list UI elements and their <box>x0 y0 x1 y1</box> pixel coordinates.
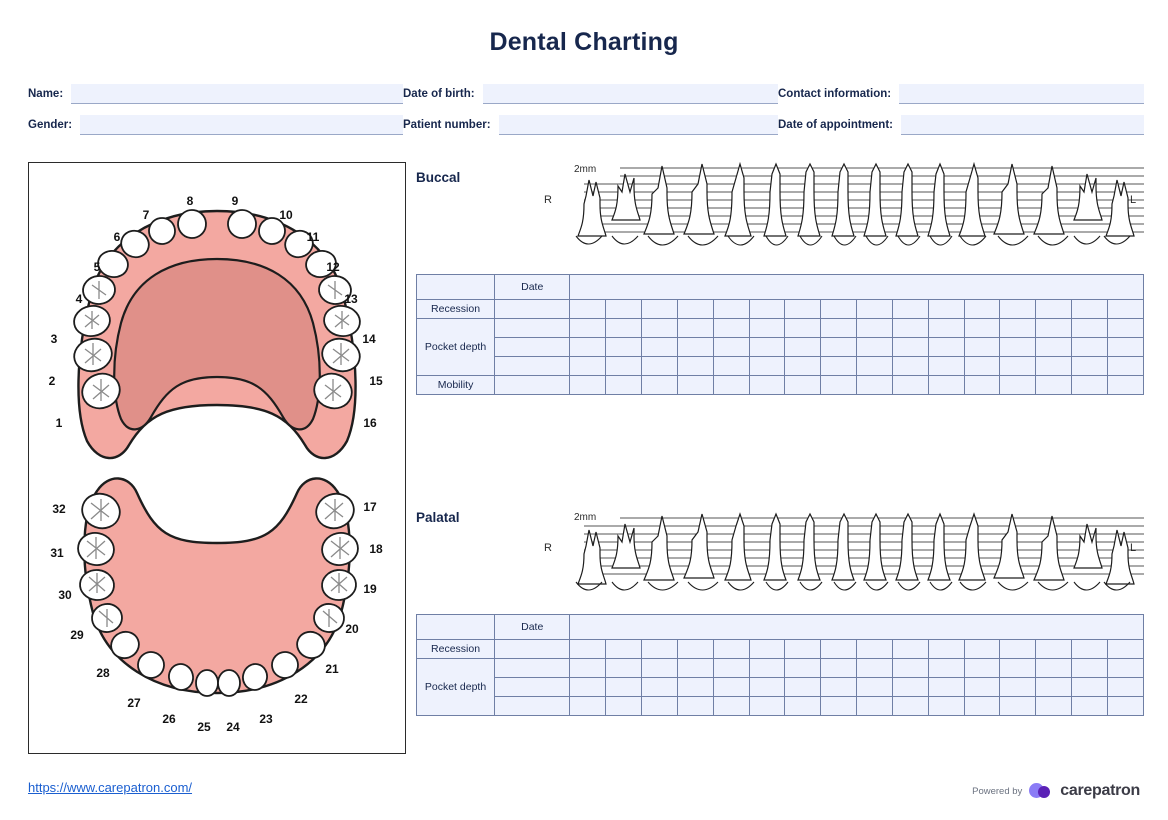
row-label-recession: Recession <box>417 640 495 659</box>
measurement-cell[interactable] <box>570 678 606 697</box>
table-row <box>417 697 1144 716</box>
measurement-cell[interactable] <box>928 376 964 395</box>
table-row-header <box>417 615 1144 640</box>
field-label-date-of-appointment: Date of appointment: <box>778 119 893 131</box>
measurement-cell[interactable] <box>821 319 857 338</box>
measurement-cell[interactable] <box>785 376 821 395</box>
row-label-recession: Recession <box>417 300 495 319</box>
right-label-palatal: R <box>544 542 552 554</box>
measurement-cell[interactable] <box>1108 357 1144 376</box>
measurement-cell[interactable] <box>1072 338 1108 357</box>
measurement-cell[interactable] <box>892 338 928 357</box>
table-row <box>417 357 1144 376</box>
gender-input[interactable] <box>80 115 403 135</box>
measurement-cell[interactable] <box>570 659 606 678</box>
svg-text:18: 18 <box>369 542 383 556</box>
measurement-cell[interactable] <box>928 697 964 716</box>
svg-text:22: 22 <box>294 692 308 706</box>
chart-title-palatal: Palatal <box>416 510 460 525</box>
field-label-gender: Gender: <box>28 119 73 131</box>
svg-text:16: 16 <box>363 416 377 430</box>
svg-text:29: 29 <box>70 628 84 642</box>
measurement-cell[interactable] <box>1072 357 1108 376</box>
field-gender <box>28 115 403 135</box>
svg-text:7: 7 <box>142 208 150 222</box>
field-contact-information <box>778 84 1144 104</box>
measurement-cell[interactable] <box>606 319 642 338</box>
measurement-cell[interactable] <box>1000 640 1036 659</box>
measurement-cell[interactable] <box>606 338 642 357</box>
measurement-cell[interactable] <box>749 319 785 338</box>
measurement-cell[interactable] <box>857 697 893 716</box>
svg-text:26: 26 <box>162 712 176 726</box>
measurement-cell[interactable] <box>642 300 678 319</box>
svg-text:27: 27 <box>127 696 141 710</box>
measurement-cell[interactable] <box>1036 319 1072 338</box>
measurement-cell[interactable] <box>964 338 1000 357</box>
measurement-cell[interactable] <box>1036 357 1072 376</box>
measurement-cell[interactable] <box>928 678 964 697</box>
scale-label-buccal: 2mm <box>574 164 597 175</box>
measurement-cell[interactable] <box>964 697 1000 716</box>
measurement-cell[interactable] <box>1000 319 1036 338</box>
measurement-cell[interactable] <box>1036 640 1072 659</box>
measurement-cell[interactable] <box>1108 678 1144 697</box>
right-label-buccal: R <box>544 194 552 206</box>
field-label-contact-information: Contact information: <box>778 88 892 100</box>
svg-text:24: 24 <box>226 720 240 734</box>
date-of-birth-input[interactable] <box>483 84 778 104</box>
measurement-cell[interactable] <box>785 338 821 357</box>
table-row <box>417 376 1144 395</box>
measurement-cell[interactable] <box>495 659 570 678</box>
date-of-appointment-input[interactable] <box>901 115 1144 135</box>
measurement-cell[interactable] <box>821 357 857 376</box>
measurement-cell[interactable] <box>749 376 785 395</box>
measurement-cell[interactable] <box>495 376 570 395</box>
measurement-cell[interactable] <box>1000 697 1036 716</box>
measurement-cell[interactable] <box>928 319 964 338</box>
svg-text:11: 11 <box>306 230 320 244</box>
measurement-cell[interactable] <box>1108 640 1144 659</box>
measurement-cell[interactable] <box>570 640 606 659</box>
measurement-cell[interactable] <box>1036 678 1072 697</box>
field-patient-number <box>403 115 778 135</box>
measurement-cell[interactable] <box>677 697 713 716</box>
tooth-strip-palatal <box>562 512 1144 620</box>
measurement-cell[interactable] <box>1108 300 1144 319</box>
measurement-cell[interactable] <box>964 300 1000 319</box>
measurement-cell[interactable] <box>857 338 893 357</box>
measurement-cell[interactable] <box>677 319 713 338</box>
powered-by-text: Powered by <box>972 785 1023 797</box>
measurement-cell[interactable] <box>964 319 1000 338</box>
svg-text:20: 20 <box>345 622 359 636</box>
measurement-cell[interactable] <box>606 376 642 395</box>
measurement-cell[interactable] <box>892 678 928 697</box>
table-row <box>417 640 1144 659</box>
table-row <box>417 300 1144 319</box>
svg-text:4: 4 <box>75 292 83 306</box>
measurement-cell[interactable] <box>892 640 928 659</box>
svg-text:23: 23 <box>259 712 273 726</box>
svg-text:3: 3 <box>50 332 58 346</box>
measurement-cell[interactable] <box>1108 376 1144 395</box>
patient-info-row <box>28 115 1144 135</box>
measurement-cell[interactable] <box>606 697 642 716</box>
measurement-cell[interactable] <box>642 319 678 338</box>
svg-text:31: 31 <box>50 546 64 560</box>
measurement-cell[interactable] <box>713 697 749 716</box>
measurement-cell[interactable] <box>570 319 606 338</box>
measurement-cell[interactable] <box>713 357 749 376</box>
measurement-cell[interactable] <box>857 678 893 697</box>
measurement-cell[interactable] <box>1072 678 1108 697</box>
measurement-cell[interactable] <box>1000 338 1036 357</box>
measurement-cell[interactable] <box>857 300 893 319</box>
measurement-cell[interactable] <box>495 357 570 376</box>
svg-text:19: 19 <box>363 582 377 596</box>
svg-text:2: 2 <box>48 374 56 388</box>
measurement-cell[interactable] <box>892 357 928 376</box>
measurement-cell[interactable] <box>713 300 749 319</box>
row-label-pocket-depth: Pocket depth <box>417 319 495 376</box>
patient-number-input[interactable] <box>499 115 778 135</box>
field-label-patient-number: Patient number: <box>403 119 491 131</box>
measurement-cell[interactable] <box>495 300 570 319</box>
table-row-header <box>417 275 1144 300</box>
measurement-cell[interactable] <box>606 659 642 678</box>
measurement-cell[interactable] <box>1072 319 1108 338</box>
table-row <box>417 338 1144 357</box>
measurement-cell[interactable] <box>1000 678 1036 697</box>
measurement-cell[interactable] <box>1072 697 1108 716</box>
measurement-cell[interactable] <box>1036 338 1072 357</box>
measurement-cell[interactable] <box>749 300 785 319</box>
measurement-cell[interactable] <box>1000 357 1036 376</box>
measurement-cell[interactable] <box>642 678 678 697</box>
measurement-cell[interactable] <box>495 640 570 659</box>
date-value-row[interactable] <box>570 275 1144 300</box>
field-label-name: Name: <box>28 88 64 100</box>
measurement-cell[interactable] <box>677 640 713 659</box>
measurement-cell[interactable] <box>677 376 713 395</box>
palatal-grid <box>416 614 1144 716</box>
measurement-cell[interactable] <box>606 357 642 376</box>
measurement-cell[interactable] <box>857 319 893 338</box>
measurement-cell[interactable] <box>785 300 821 319</box>
upper-arch <box>75 211 355 458</box>
measurement-cell[interactable] <box>928 659 964 678</box>
measurement-cell[interactable] <box>642 357 678 376</box>
svg-text:32: 32 <box>52 502 66 516</box>
measurement-cell[interactable] <box>1000 659 1036 678</box>
corner-cell <box>417 275 495 300</box>
odontogram-diagram <box>29 163 405 753</box>
date-header-buccal: Date <box>495 275 570 300</box>
measurement-table-palatal <box>416 614 1144 716</box>
measurement-cell[interactable] <box>713 319 749 338</box>
measurement-cell[interactable] <box>892 659 928 678</box>
measurement-cell[interactable] <box>857 659 893 678</box>
measurement-cell[interactable] <box>1000 376 1036 395</box>
date-value-row[interactable] <box>570 615 1144 640</box>
measurement-cell[interactable] <box>928 640 964 659</box>
measurement-cell[interactable] <box>1108 659 1144 678</box>
measurement-cell[interactable] <box>928 338 964 357</box>
measurement-cell[interactable] <box>713 376 749 395</box>
measurement-cell[interactable] <box>1036 697 1072 716</box>
measurement-cell[interactable] <box>928 357 964 376</box>
measurement-cell[interactable] <box>749 357 785 376</box>
measurement-cell[interactable] <box>1108 697 1144 716</box>
carepatron-brand-name: carepatron <box>1060 782 1140 799</box>
measurement-cell[interactable] <box>821 338 857 357</box>
measurement-cell[interactable] <box>821 697 857 716</box>
buccal-crowns <box>576 236 1130 245</box>
measurement-cell[interactable] <box>964 659 1000 678</box>
measurement-cell[interactable] <box>785 319 821 338</box>
table-row <box>417 659 1144 678</box>
measurement-cell[interactable] <box>964 357 1000 376</box>
svg-text:21: 21 <box>325 662 339 676</box>
scale-label-palatal: 2mm <box>574 512 597 523</box>
date-header-palatal: Date <box>495 615 570 640</box>
measurement-cell[interactable] <box>713 659 749 678</box>
row-label-mobility: Mobility <box>417 376 495 395</box>
measurement-cell[interactable] <box>495 697 570 716</box>
palatal-crowns <box>576 582 1130 590</box>
measurement-cell[interactable] <box>642 697 678 716</box>
measurement-cell[interactable] <box>785 659 821 678</box>
measurement-cell[interactable] <box>713 338 749 357</box>
measurement-cell[interactable] <box>677 678 713 697</box>
measurement-table-buccal <box>416 274 1144 395</box>
measurement-cell[interactable] <box>1036 300 1072 319</box>
measurement-cell[interactable] <box>749 338 785 357</box>
table-row <box>417 319 1144 338</box>
tooth-strip-buccal <box>562 162 1144 270</box>
svg-text:30: 30 <box>58 588 72 602</box>
measurement-cell[interactable] <box>785 697 821 716</box>
svg-text:10: 10 <box>279 208 293 222</box>
measurement-cell[interactable] <box>749 697 785 716</box>
measurement-cell[interactable] <box>642 338 678 357</box>
measurement-cell[interactable] <box>964 640 1000 659</box>
measurement-cell[interactable] <box>677 338 713 357</box>
svg-text:12: 12 <box>326 260 340 274</box>
measurement-cell[interactable] <box>677 300 713 319</box>
measurement-cell[interactable] <box>964 678 1000 697</box>
measurement-cell[interactable] <box>570 376 606 395</box>
measurement-cell[interactable] <box>606 300 642 319</box>
corner-cell <box>417 615 495 640</box>
left-label-palatal: L <box>1130 542 1137 554</box>
measurement-cell[interactable] <box>570 357 606 376</box>
field-name <box>28 84 403 104</box>
measurement-cell[interactable] <box>785 678 821 697</box>
measurement-cell[interactable] <box>677 659 713 678</box>
contact-information-input[interactable] <box>899 84 1144 104</box>
left-label-buccal: L <box>1130 194 1137 206</box>
measurement-cell[interactable] <box>606 678 642 697</box>
table-row <box>417 678 1144 697</box>
svg-text:9: 9 <box>231 194 239 208</box>
measurement-cell[interactable] <box>892 697 928 716</box>
svg-text:14: 14 <box>362 332 376 346</box>
field-label-date-of-birth: Date of birth: <box>403 88 475 100</box>
measurement-cell[interactable] <box>749 659 785 678</box>
measurement-cell[interactable] <box>749 640 785 659</box>
measurement-cell[interactable] <box>570 338 606 357</box>
carepatron-url-link[interactable]: https://www.carepatron.com/ <box>28 780 193 795</box>
measurement-cell[interactable] <box>857 357 893 376</box>
measurement-cell[interactable] <box>928 300 964 319</box>
measurement-cell[interactable] <box>570 300 606 319</box>
measurement-cell[interactable] <box>785 640 821 659</box>
measurement-cell[interactable] <box>642 640 678 659</box>
measurement-cell[interactable] <box>1036 376 1072 395</box>
measurement-cell[interactable] <box>964 376 1000 395</box>
powered-by-badge <box>972 782 1140 800</box>
chart-title-buccal: Buccal <box>416 170 461 185</box>
measurement-cell[interactable] <box>749 678 785 697</box>
measurement-cell[interactable] <box>570 697 606 716</box>
measurement-cell[interactable] <box>677 357 713 376</box>
measurement-cell[interactable] <box>821 678 857 697</box>
measurement-cell[interactable] <box>606 640 642 659</box>
measurement-cell[interactable] <box>1072 659 1108 678</box>
svg-text:15: 15 <box>369 374 383 388</box>
svg-text:1: 1 <box>55 416 63 430</box>
svg-text:8: 8 <box>186 194 194 208</box>
measurement-cell[interactable] <box>1072 300 1108 319</box>
patient-info-fields <box>28 84 1144 146</box>
measurement-cell[interactable] <box>821 640 857 659</box>
name-input[interactable] <box>71 84 403 104</box>
page-title: Dental Charting <box>489 28 679 56</box>
measurement-cell[interactable] <box>857 640 893 659</box>
measurement-cell[interactable] <box>1108 338 1144 357</box>
svg-text:17: 17 <box>363 500 377 514</box>
measurement-cell[interactable] <box>821 376 857 395</box>
measurement-cell[interactable] <box>1108 319 1144 338</box>
row-label-pocket-depth: Pocket depth <box>417 659 495 716</box>
measurement-cell[interactable] <box>495 678 570 697</box>
measurement-cell[interactable] <box>713 640 749 659</box>
measurement-cell[interactable] <box>892 300 928 319</box>
field-date-of-birth <box>403 84 778 104</box>
patient-info-row <box>28 84 1144 104</box>
svg-text:13: 13 <box>344 292 358 306</box>
odontogram-panel <box>28 162 406 754</box>
measurement-cell[interactable] <box>785 357 821 376</box>
measurement-cell[interactable] <box>821 300 857 319</box>
palatal-teeth <box>578 514 1137 584</box>
lower-arch <box>84 478 349 693</box>
measurement-cell[interactable] <box>642 659 678 678</box>
measurement-cell[interactable] <box>495 319 570 338</box>
measurement-cell[interactable] <box>821 659 857 678</box>
field-date-of-appointment <box>778 115 1144 135</box>
measurement-cell[interactable] <box>1000 300 1036 319</box>
buccal-grid <box>416 274 1144 395</box>
measurement-cell[interactable] <box>1072 376 1108 395</box>
carepatron-logo-icon <box>1029 782 1053 800</box>
measurement-cell[interactable] <box>1072 640 1108 659</box>
measurement-cell[interactable] <box>495 338 570 357</box>
svg-text:28: 28 <box>96 666 110 680</box>
measurement-cell[interactable] <box>642 376 678 395</box>
measurement-cell[interactable] <box>857 376 893 395</box>
measurement-cell[interactable] <box>892 376 928 395</box>
svg-text:6: 6 <box>113 230 121 244</box>
measurement-cell[interactable] <box>1036 659 1072 678</box>
svg-text:5: 5 <box>93 260 101 274</box>
svg-text:25: 25 <box>197 720 211 734</box>
measurement-cell[interactable] <box>892 319 928 338</box>
measurement-cell[interactable] <box>713 678 749 697</box>
